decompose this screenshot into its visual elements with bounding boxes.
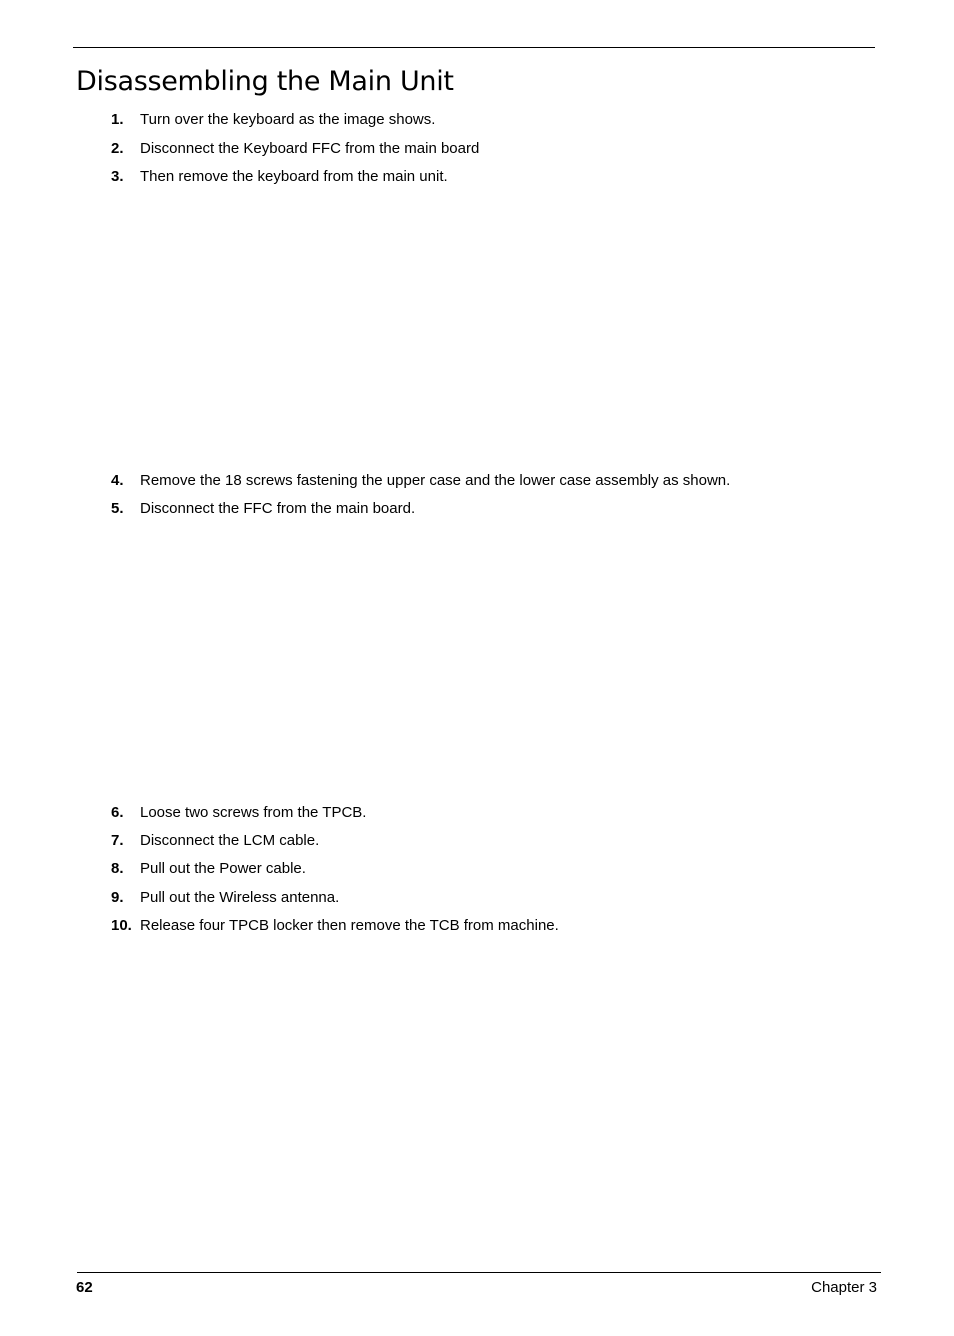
step-number: 10. <box>111 917 132 934</box>
page-title: Disassembling the Main Unit <box>76 66 454 97</box>
step-number: 5. <box>111 500 124 517</box>
step-text: Pull out the Wireless antenna. <box>140 889 340 906</box>
step-text: Disconnect the Keyboard FFC from the main board <box>140 140 480 157</box>
step-number: 2. <box>111 140 124 157</box>
step-text: Disconnect the LCM cable. <box>140 832 320 849</box>
page-number: 62 <box>76 1279 93 1296</box>
step-item <box>111 140 479 158</box>
step-item <box>111 832 319 850</box>
step-item <box>111 500 415 518</box>
step-text: Then remove the keyboard from the main unit. <box>140 168 448 185</box>
step-text: Remove the 18 screws fastening the upper case and the lower case assembly as shown. <box>140 472 731 489</box>
step-item <box>111 111 435 129</box>
step-text: Loose two screws from the TPCB. <box>140 804 367 821</box>
step-item <box>111 472 730 490</box>
step-text: Pull out the Power cable. <box>140 860 306 877</box>
step-text: Turn over the keyboard as the image shows. <box>140 111 436 128</box>
step-number: 9. <box>111 889 124 906</box>
step-number: 1. <box>111 111 124 128</box>
footer-rule <box>77 1272 881 1273</box>
step-item <box>111 168 448 186</box>
step-text: Release four TPCB locker then remove the TCB from machine. <box>140 917 559 934</box>
step-number: 4. <box>111 472 124 489</box>
step-item <box>111 860 306 878</box>
step-number: 3. <box>111 168 124 185</box>
step-number: 8. <box>111 860 124 877</box>
step-item <box>111 804 366 822</box>
header-rule <box>73 47 875 48</box>
step-number: 7. <box>111 832 124 849</box>
step-item <box>111 889 339 907</box>
step-text: Disconnect the FFC from the main board. <box>140 500 416 517</box>
step-item <box>111 917 559 935</box>
chapter-label: Chapter 3 <box>811 1279 877 1296</box>
step-number: 6. <box>111 804 124 821</box>
